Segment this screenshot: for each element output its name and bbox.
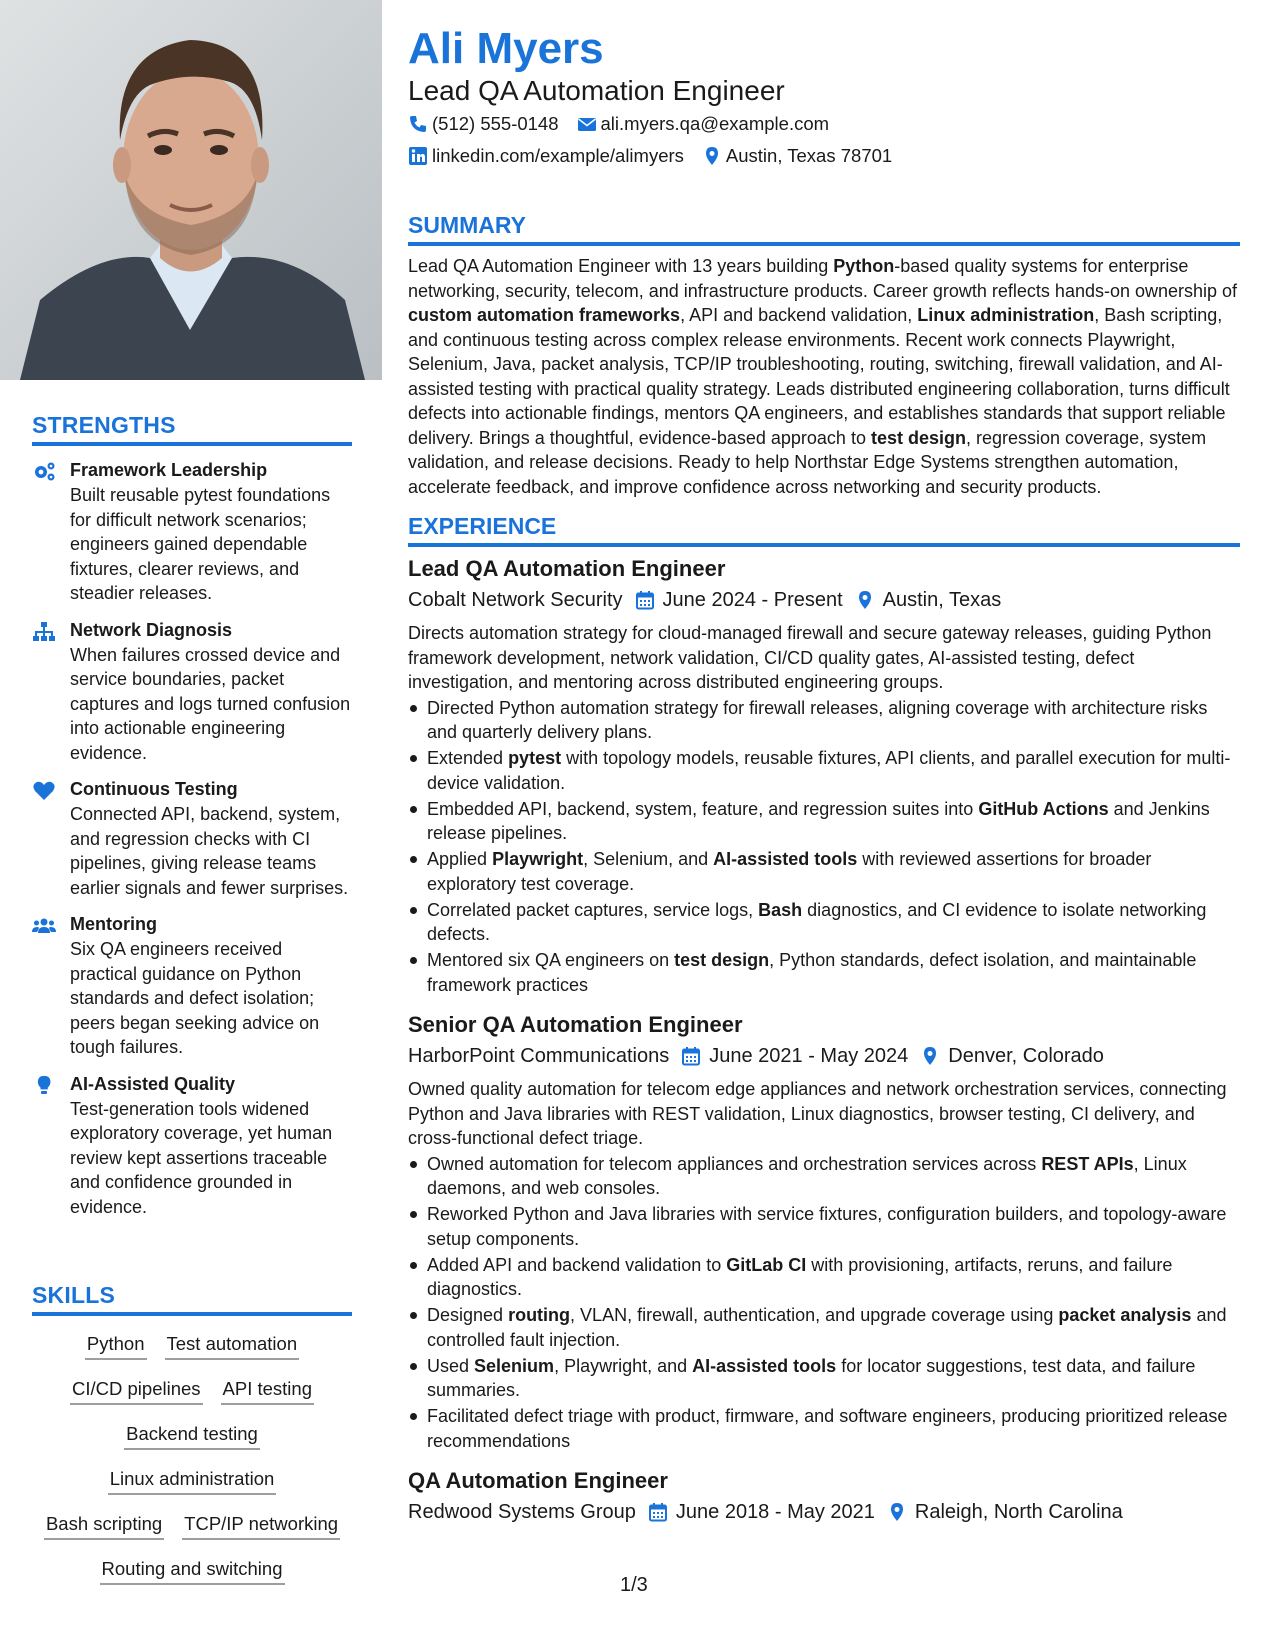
lightbulb-icon	[32, 1072, 70, 1220]
linkedin-contact[interactable]	[408, 140, 684, 172]
bullet-item	[408, 1354, 1240, 1403]
skill-tag: Backend testing	[124, 1420, 260, 1450]
location-contact	[702, 140, 892, 172]
calendar-icon	[635, 590, 655, 610]
text-run: with provisioning, artifacts, reruns, and failure diagnostics.	[427, 1254, 1173, 1299]
bullet-item	[408, 1152, 1240, 1201]
bullet-item	[408, 1202, 1240, 1251]
job-description: Owned quality automation for telecom edge appliances and network orchestration services, connecting Python and Java libraries with REST validation, Linux diagnostics, browser testing, CI delivery, and cross-functional defect triage.	[408, 1079, 1227, 1148]
job-company: Redwood Systems Group	[408, 1501, 636, 1523]
job-description: Directs automation strategy for cloud-managed firewall and secure gateway releases, guiding Python framework development, network validation, CI/CD quality gates, AI-assisted testing, defect investigation, and mentoring across distributed engineering groups.	[408, 623, 1212, 692]
text-run: , API and backend validation,	[680, 305, 918, 325]
strength-title: Mentoring	[70, 914, 157, 934]
experience-section	[408, 513, 1240, 1527]
bullet-item	[408, 696, 1240, 745]
skill-tag: Routing and switching	[100, 1555, 285, 1585]
bullet-item	[408, 847, 1240, 896]
skills-title: SKILLS	[32, 1282, 352, 1316]
job-location	[887, 1497, 1123, 1527]
job-dates-text: June 2021 - May 2024	[709, 1045, 909, 1067]
text-run: Reworked Python and Java libraries with service fixtures, configuration builders, and topology-aware setup components.	[427, 1204, 1227, 1249]
job-company: Cobalt Network Security	[408, 589, 623, 611]
job-location-text: Denver, Colorado	[948, 1045, 1104, 1067]
bold-text: Bash	[758, 899, 803, 920]
location-text: Austin, Texas 78701	[725, 145, 893, 166]
job-location	[855, 585, 1002, 615]
text-run: Applied	[427, 849, 493, 869]
text-run: and controlled fault injection.	[427, 1305, 1227, 1350]
text-run: Designed	[427, 1305, 509, 1325]
strength-desc: Built reusable pytest foundations for difficult network scenarios; engineers gained dependable fixtures, clearer reviews, and steadier releases.	[70, 485, 331, 603]
calendar-icon	[681, 1046, 701, 1066]
bullet-item	[408, 948, 1240, 997]
skill-tag: Bash scripting	[44, 1510, 164, 1540]
text-run: , Selenium, and	[583, 849, 714, 869]
bold-text: AI-assisted tools	[692, 1355, 837, 1376]
strength-desc: Connected API, backend, system, and regression checks with CI pipelines, giving release teams earlier signals and fewer surprises.	[70, 804, 349, 898]
candidate-role: Lead QA Automation Engineer	[408, 75, 785, 106]
bold-text: GitLab CI	[726, 1254, 807, 1275]
bold-text: GitHub Actions	[978, 798, 1109, 819]
strength-title: Network Diagnosis	[70, 619, 233, 640]
job-meta	[408, 1497, 1240, 1527]
job-location-text: Raleigh, North Carolina	[914, 1501, 1123, 1523]
summary-text	[408, 254, 1240, 499]
text-run: Directed Python automation strategy for firewall releases, aligning coverage with architecture risks and quarterly delivery plans.	[427, 697, 1208, 742]
experience-title: EXPERIENCE	[408, 513, 1240, 547]
bullet-item	[408, 1303, 1240, 1352]
strength-title: Framework Leadership	[70, 460, 268, 480]
text-run: , Linux daemons, and web consoles.	[427, 1153, 1187, 1198]
strengths-title: STRENGTHS	[32, 412, 352, 446]
strengths-section	[32, 412, 352, 1219]
text-run: , Playwright, and	[554, 1355, 693, 1376]
linkedin-text: linkedin.com/example/alimyers	[432, 145, 684, 166]
jobs-list	[408, 555, 1240, 1527]
text-run: , VLAN, firewall, authentication, and upgrade coverage using	[570, 1305, 1059, 1325]
email-text: ali.myers.qa@example.com	[600, 113, 830, 134]
job-location-text: Austin, Texas	[882, 589, 1002, 611]
strength-desc: Six QA engineers received practical guidance on Python standards and defect isolation; peers began seeking advice on tough failures.	[70, 939, 320, 1057]
sitemap-icon	[32, 618, 70, 766]
bold-text: Linux administration	[917, 305, 1095, 325]
job-dates-text: June 2018 - May 2021	[675, 1501, 875, 1523]
map-pin-icon	[920, 1046, 940, 1066]
calendar-icon	[648, 1502, 668, 1522]
text-run: -based quality systems for enterprise networking, security, telecom, and infrastructure products. Career growth reflects hands-on ownership of	[408, 256, 1238, 301]
email-contact[interactable]	[577, 108, 830, 140]
contact-row	[408, 108, 1240, 140]
text-run: for locator suggestions, test data, and failure summaries.	[427, 1355, 1196, 1400]
job-dates-text: June 2024 - Present	[662, 589, 843, 611]
bold-text: Playwright	[492, 849, 584, 869]
heart-icon	[32, 777, 70, 900]
linkedin-icon	[408, 146, 428, 166]
main-column	[408, 0, 1240, 1527]
summary-section	[408, 212, 1240, 499]
bullet-item	[408, 898, 1240, 947]
text-run: Added API and backend validation to	[427, 1254, 727, 1275]
job-bullets	[408, 1152, 1240, 1454]
bold-text: routing	[508, 1305, 571, 1325]
text-run: , Python standards, defect isolation, and maintainable framework practices	[427, 950, 1197, 995]
contact-row	[408, 140, 1240, 172]
text-run: Mentored six QA engineers on	[427, 950, 675, 970]
job-meta	[408, 1041, 1240, 1071]
bullet-item	[408, 797, 1240, 846]
job-location	[920, 1041, 1104, 1071]
strength-item	[32, 777, 352, 900]
text-run: Embedded API, backend, system, feature, and regression suites into	[427, 798, 979, 819]
job-bullets	[408, 696, 1240, 998]
bullet-item	[408, 746, 1240, 795]
bold-text: custom automation frameworks	[408, 305, 681, 325]
map-pin-icon	[887, 1502, 907, 1522]
strength-item	[32, 618, 352, 766]
text-run: with reviewed assertions for broader exploratory test coverage.	[427, 849, 1152, 894]
strength-item	[32, 458, 352, 606]
bold-text: pytest	[508, 748, 562, 768]
skill-tag: TCP/IP networking	[182, 1510, 340, 1540]
strength-title: AI-Assisted Quality	[70, 1073, 236, 1094]
text-run: , Bash scripting, and continuous testing across complex release environments. Recent work connects Playwright, Selenium, Java, packet analysis, TCP/IP troubleshooting, routing, switching, firewall validation, and AI-assisted testing with practical quality strategy. Leads distributed engineering collaboration, turns difficult defects into actionable findings, mentors QA engineers, and establishes standards that support reliable delivery. Brings a thoughtful, evidence-based approach to	[408, 305, 1230, 448]
skill-tag: Python	[85, 1330, 147, 1360]
page-number: 1/3	[620, 1574, 648, 1596]
map-pin-icon	[855, 590, 875, 610]
candidate-name: Ali Myers	[408, 24, 604, 73]
strength-item	[32, 912, 352, 1060]
text-run: Extended	[427, 748, 509, 768]
profile-photo	[0, 0, 382, 380]
skill-tag: API testing	[221, 1375, 314, 1405]
text-run: , regression coverage, system validation, and release decisions. Ready to help Northstar Edge Systems strengthen automation, accelerate feedback, and improve confidence across networking and security products.	[408, 427, 1207, 497]
skill-tag: Test automation	[165, 1330, 300, 1360]
job-dates	[681, 1041, 908, 1071]
text-run: Correlated packet captures, service logs,	[427, 899, 759, 920]
job-entry	[408, 1467, 1240, 1527]
job-entry	[408, 555, 1240, 997]
phone-icon	[408, 114, 428, 134]
job-title: Senior QA Automation Engineer	[408, 1012, 743, 1037]
strength-desc: When failures crossed device and service boundaries, packet captures and logs turned confusion into actionable engineering evidence.	[70, 644, 351, 763]
skills-section	[32, 1282, 352, 1600]
job-entry	[408, 1011, 1240, 1453]
job-meta	[408, 585, 1240, 615]
job-dates	[648, 1497, 875, 1527]
job-title: Lead QA Automation Engineer	[408, 556, 726, 581]
text-run: Lead QA Automation Engineer with 13 years building	[408, 256, 834, 276]
text-run: and Jenkins release pipelines.	[427, 798, 1210, 843]
bold-text: Python	[833, 256, 895, 276]
text-run: Used	[427, 1355, 475, 1376]
summary-title: SUMMARY	[408, 212, 1240, 246]
text-run: Owned automation for telecom appliances and orchestration services across	[427, 1153, 1042, 1174]
strength-item	[32, 1072, 352, 1220]
job-company: HarborPoint Communications	[408, 1045, 670, 1067]
map-pin-icon	[702, 146, 722, 166]
gears-icon	[32, 458, 70, 606]
bold-text: packet analysis	[1058, 1305, 1192, 1325]
strength-desc: Test-generation tools widened exploratory coverage, yet human review kept assertions traceable and confidence grounded in evidence.	[70, 1098, 333, 1217]
bold-text: AI-assisted tools	[713, 849, 858, 869]
text-run: with topology models, reusable fixtures, API clients, and parallel execution for multi-device validation.	[427, 748, 1231, 793]
bold-text: Selenium	[474, 1355, 555, 1376]
bold-text: test design	[870, 427, 966, 448]
sidebar	[0, 0, 382, 1650]
text-run: diagnostics, and CI evidence to isolate networking defects.	[427, 899, 1207, 944]
skill-tag: Linux administration	[108, 1465, 277, 1495]
job-dates	[635, 585, 843, 615]
bullet-item	[408, 1404, 1240, 1453]
text-run: Facilitated defect triage with product, firmware, and software engineers, producing prioritized release recommendations	[427, 1406, 1228, 1451]
job-title: QA Automation Engineer	[408, 1468, 668, 1493]
bullet-item	[408, 1253, 1240, 1302]
skills-list	[32, 1330, 352, 1600]
skill-tag: CI/CD pipelines	[70, 1375, 203, 1405]
phone-text: (512) 555-0148	[432, 113, 559, 134]
envelope-icon	[577, 114, 597, 134]
bold-text: test design	[674, 950, 770, 970]
strength-title: Continuous Testing	[70, 779, 238, 799]
bold-text: REST APIs	[1041, 1153, 1134, 1174]
users-icon	[32, 912, 70, 1060]
phone-contact[interactable]	[408, 108, 559, 140]
